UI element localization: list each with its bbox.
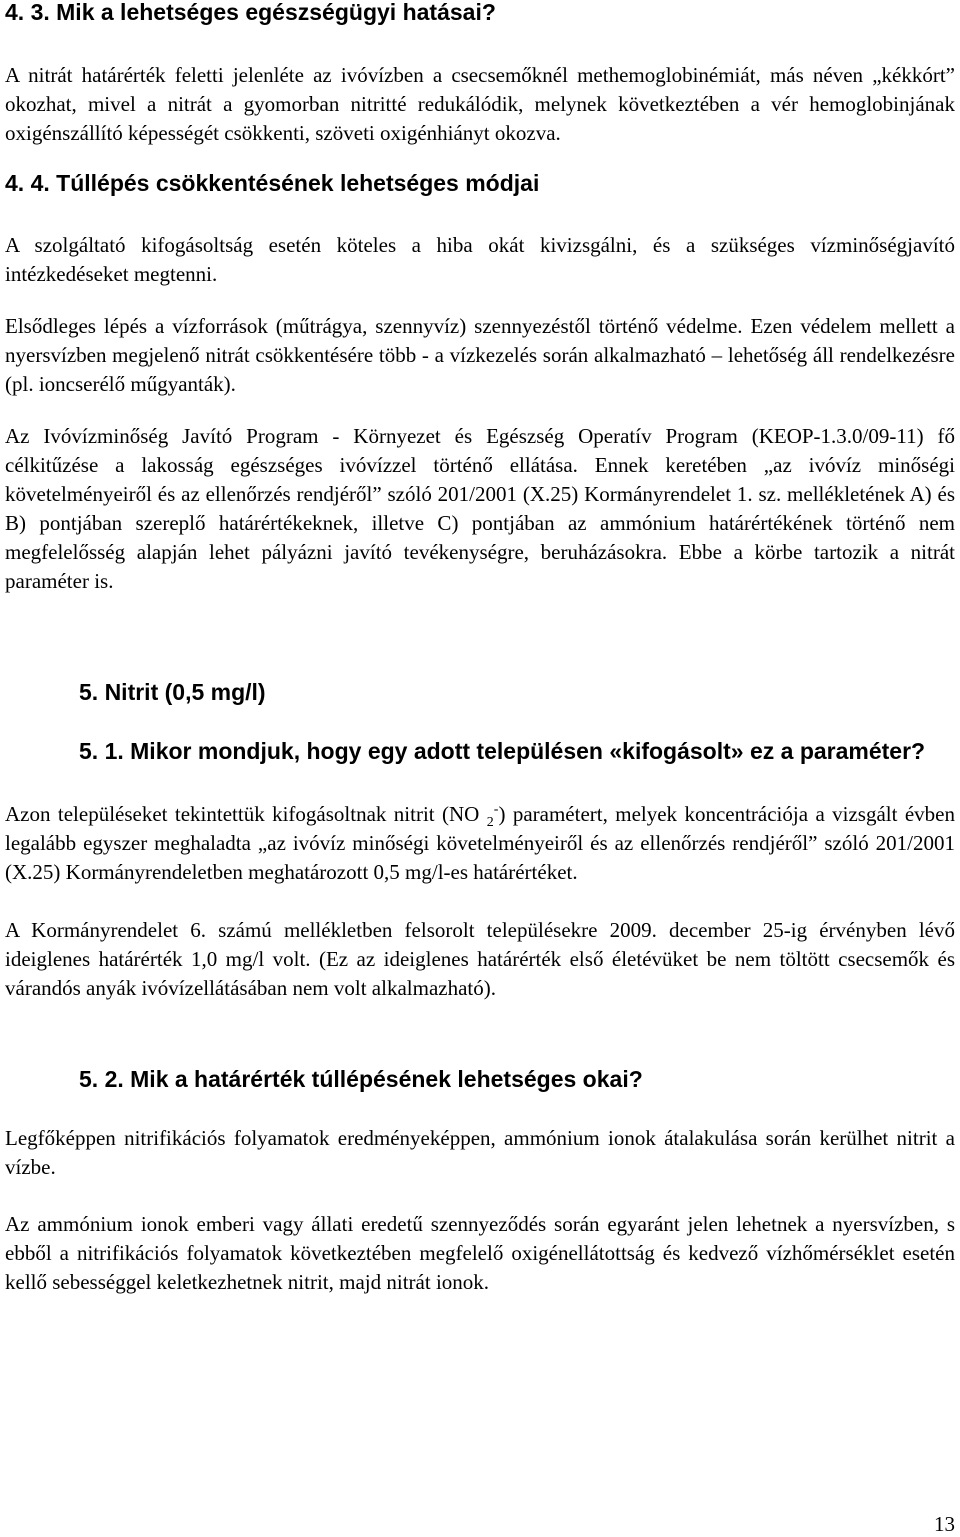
section-5-1-heading: 5. 1. Mikor mondjuk, hogy egy adott településen «kifogásolt» ez a paraméter? (79, 738, 926, 764)
section-5-2-paragraph-2: Az ammónium ionok emberi vagy állati eredetű szennyeződés során egyaránt jelen lehetnek a nyersvízben, s ebből a nitrifikációs folyamatok következtében megfelelő oxigénellátottság és kedvező vízhőmérséklet esetén kellő sebességgel keletkezhetnek nitrit, majd nitrát ionok. (5, 1212, 955, 1294)
nitrite-superscript: - (493, 802, 499, 817)
page-number: 13 (934, 1512, 955, 1536)
section-5-1-paragraph-1 (5, 800, 955, 887)
nitrite-text-end: ) paramétert, melyek koncentrációja a vizsgált évben legalább egyszer meghaladta „az ivóvíz minőségi követelményeiről és az ellenőrzés rendjéről” szóló 201/2001 (X.25) Kormányrendeletben meghatározott 0,5 mg/l-es határértéket. (5, 802, 956, 884)
section-4-4-paragraph-3: Az Ivóvízminőség Javító Program - Környezet és Egészség Operatív Program (KEOP-1.3.0/09-11) fő célkitűzése a lakosság egészséges ivóvízzel történő ellátása. Ennek keretében „az ivóvíz minőségi követelményeiről és az ellenőrzés rendjéről” szóló 201/2001 (X.25) Kormányrendelet 1. sz. mellékletének A) és B) pontjában szereplő határértékeknek, illetve C) pontjában az ammónium határértékének történő nem megfelelősség alapján lehet pályázni javító tevékenységre, beruházásokra. Ebbe a körbe tartozik a nitrát paraméter is. (5, 424, 955, 593)
section-5-1-paragraph-2: A Kormányrendelet 6. számú mellékletben felsorolt településekre 2009. december 25-ig érvényben lévő ideiglenes határérték 1,0 mg/l volt. (Ez az ideiglenes határérték első életévüket be nem töltött csecsemők és várandós anyák ivóvízellátásában nem volt alkalmazható). (5, 918, 955, 1000)
document-page (5, 0, 955, 1537)
section-4-3-paragraph: A nitrát határérték feletti jelenléte az ivóvízben a csecsemőknél methemoglobinémiát, más néven „kékkórt” okozhat, mivel a nitrát a gyomorban nitritté redukálódik, melynek következtében a vér hemoglobinjának oxigénszállító képességét csökkenti, szöveti oxigénhiányt okozva. (5, 63, 955, 145)
section-4-3-heading: 4. 3. Mik a lehetséges egészségügyi hatásai? (5, 0, 496, 25)
section-5-2-heading: 5. 2. Mik a határérték túllépésének lehetséges okai? (79, 1066, 643, 1092)
section-4-4-paragraph-1: A szolgáltató kifogásoltság esetén köteles a hiba okát kivizsgálni, és a szükséges vízminőségjavító intézkedéseket megtenni. (5, 233, 955, 286)
section-4-4-paragraph-2: Elsődleges lépés a vízforrások (műtrágya, szennyvíz) szennyezéstől történő védelme. Ezen védelem mellett a nyersvízben megjelenő nitrát csökkentésére több - a vízkezelés során alkalmazható – lehetőség áll rendelkezésre (pl. ioncserélő műgyanták). (5, 314, 955, 396)
section-5-2-paragraph-1: Legfőképpen nitrifikációs folyamatok eredményeképpen, ammónium ionok átalakulása során kerülhet nitrit a vízbe. (5, 1126, 955, 1179)
section-4-4-heading: 4. 4. Túllépés csökkentésének lehetséges módjai (5, 170, 540, 196)
nitrite-subscript: 2 (486, 815, 494, 831)
nitrite-text-start: Azon településeket tekintettük kifogásoltnak nitrit (NO (5, 802, 480, 826)
section-5-heading: 5. Nitrit (0,5 mg/l) (79, 679, 266, 705)
